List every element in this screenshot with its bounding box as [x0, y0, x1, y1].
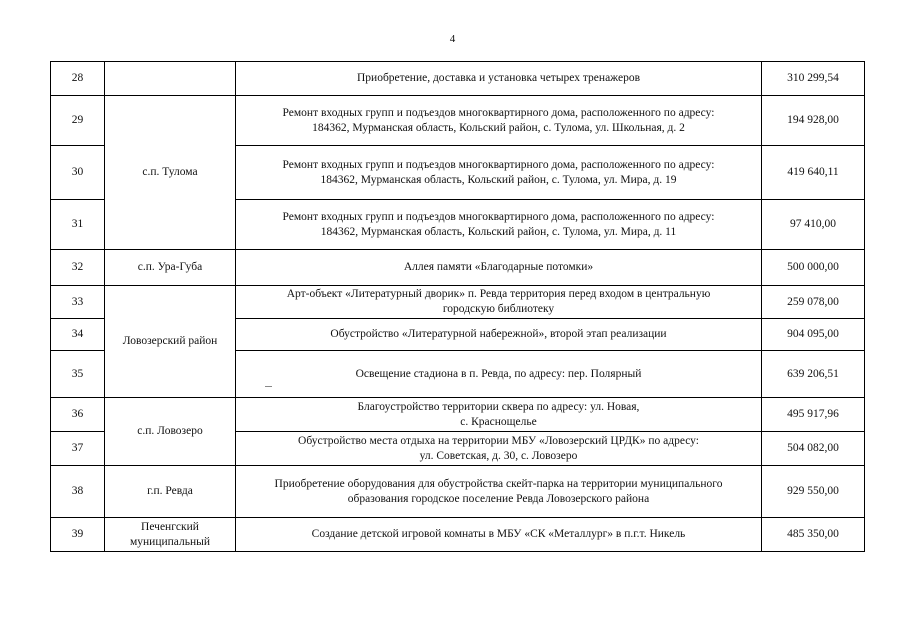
- amount-cell: 97 410,00: [762, 200, 865, 250]
- row-number: 29: [51, 96, 105, 146]
- description-line: Ремонт входных групп и подъездов многоквартирного дома, расположенного по адресу:: [282, 158, 715, 171]
- row-number: 38: [51, 466, 105, 518]
- description-line: городскую библиотеку: [442, 303, 555, 315]
- description-cell: [236, 432, 762, 466]
- description-cell: [236, 146, 762, 200]
- description-line: Создание детской игровой комнаты в МБУ «СК «Металлург» в п.г.т. Никель: [311, 528, 686, 540]
- municipality-cell: [105, 518, 236, 552]
- description-cell: [236, 518, 762, 552]
- description-cell: [236, 200, 762, 250]
- table-row: [51, 466, 865, 518]
- municipality-line: Печенгский: [141, 520, 199, 533]
- municipality-cell: с.п. Ура-Губа: [105, 250, 236, 286]
- municipality-cell: с.п. Ловозеро: [105, 398, 236, 466]
- description-line: Приобретение, доставка и установка четырех тренажеров: [357, 72, 640, 84]
- row-number: 28: [51, 62, 105, 96]
- description-cell: [236, 466, 762, 518]
- amount-cell: 504 082,00: [762, 432, 865, 466]
- description-line: Обустройство места отдыха на территории МБУ «Ловозерский ЦРДК» по адресу:: [298, 434, 699, 447]
- municipality-cell: г.п. Ревда: [105, 466, 236, 518]
- description-cell: [236, 398, 762, 432]
- row-number: 36: [51, 398, 105, 432]
- description-line: 184362, Мурманская область, Кольский район, с. Тулома, ул. Мира, д. 11: [320, 225, 677, 238]
- amount-cell: 310 299,54: [762, 62, 865, 96]
- description-line: 184362, Мурманская область, Кольский район, с. Тулома, ул. Мира, д. 19: [320, 173, 677, 186]
- description-line: Ремонт входных групп и подъездов многоквартирного дома, расположенного по адресу:: [282, 210, 715, 223]
- amount-cell: 485 350,00: [762, 518, 865, 552]
- description-line: образования городское поселение Ревда Ловозерского района: [347, 492, 650, 505]
- row-number: 34: [51, 319, 105, 351]
- row-number: 39: [51, 518, 105, 552]
- row-number: 31: [51, 200, 105, 250]
- description-line: 184362, Мурманская область, Кольский район, с. Тулома, ул. Школьная, д. 2: [312, 121, 685, 134]
- description-line: Освещение стадиона в п. Ревда, по адресу: пер. Полярный: [355, 367, 642, 380]
- row-number: 37: [51, 432, 105, 466]
- description-line: ул. Советская, д. 30, с. Ловозеро: [419, 449, 578, 462]
- municipality-cell: Ловозерский район: [105, 286, 236, 398]
- row-number: 35: [51, 351, 105, 398]
- description-cell: [236, 62, 762, 96]
- amount-cell: 194 928,00: [762, 96, 865, 146]
- description-line: Обустройство «Литературной набережной», второй этап реализации: [330, 328, 667, 340]
- amount-cell: 500 000,00: [762, 250, 865, 286]
- amount-cell: 419 640,11: [762, 146, 865, 200]
- description-line: Аллея памяти «Благодарные потомки»: [403, 261, 594, 273]
- table-row: [51, 96, 865, 146]
- description-line: Приобретение оборудования для обустройства скейт-парка на территории муниципального: [274, 477, 723, 490]
- description-line: Арт-объект «Литературный дворик» п. Ревда территория перед входом в центральную: [286, 288, 711, 300]
- funding-table: [50, 61, 865, 552]
- table-row: [51, 518, 865, 552]
- table-row: [51, 62, 865, 96]
- amount-cell: 259 078,00: [762, 286, 865, 319]
- description-cell: [236, 96, 762, 146]
- row-number: 32: [51, 250, 105, 286]
- page-number: 4: [449, 33, 456, 45]
- description-line: Благоустройство территории сквера по адресу: ул. Новая,: [357, 400, 640, 413]
- scan-mark: [265, 386, 272, 387]
- table-row: [51, 398, 865, 432]
- description-line: с. Краснощелье: [460, 415, 537, 428]
- municipality-cell: [105, 62, 236, 96]
- row-number: 30: [51, 146, 105, 200]
- amount-cell: 904 095,00: [762, 319, 865, 351]
- row-number: 33: [51, 286, 105, 319]
- description-cell: [236, 351, 762, 398]
- amount-cell: 639 206,51: [762, 351, 865, 398]
- description-cell: [236, 250, 762, 286]
- municipality-line: муниципальный: [129, 535, 211, 548]
- description-line: Ремонт входных групп и подъездов многоквартирного дома, расположенного по адресу:: [282, 106, 715, 119]
- description-cell: [236, 286, 762, 319]
- table-row: [51, 250, 865, 286]
- amount-cell: 929 550,00: [762, 466, 865, 518]
- amount-cell: 495 917,96: [762, 398, 865, 432]
- table-row: [51, 286, 865, 319]
- description-cell: [236, 319, 762, 351]
- municipality-cell: с.п. Тулома: [105, 96, 236, 250]
